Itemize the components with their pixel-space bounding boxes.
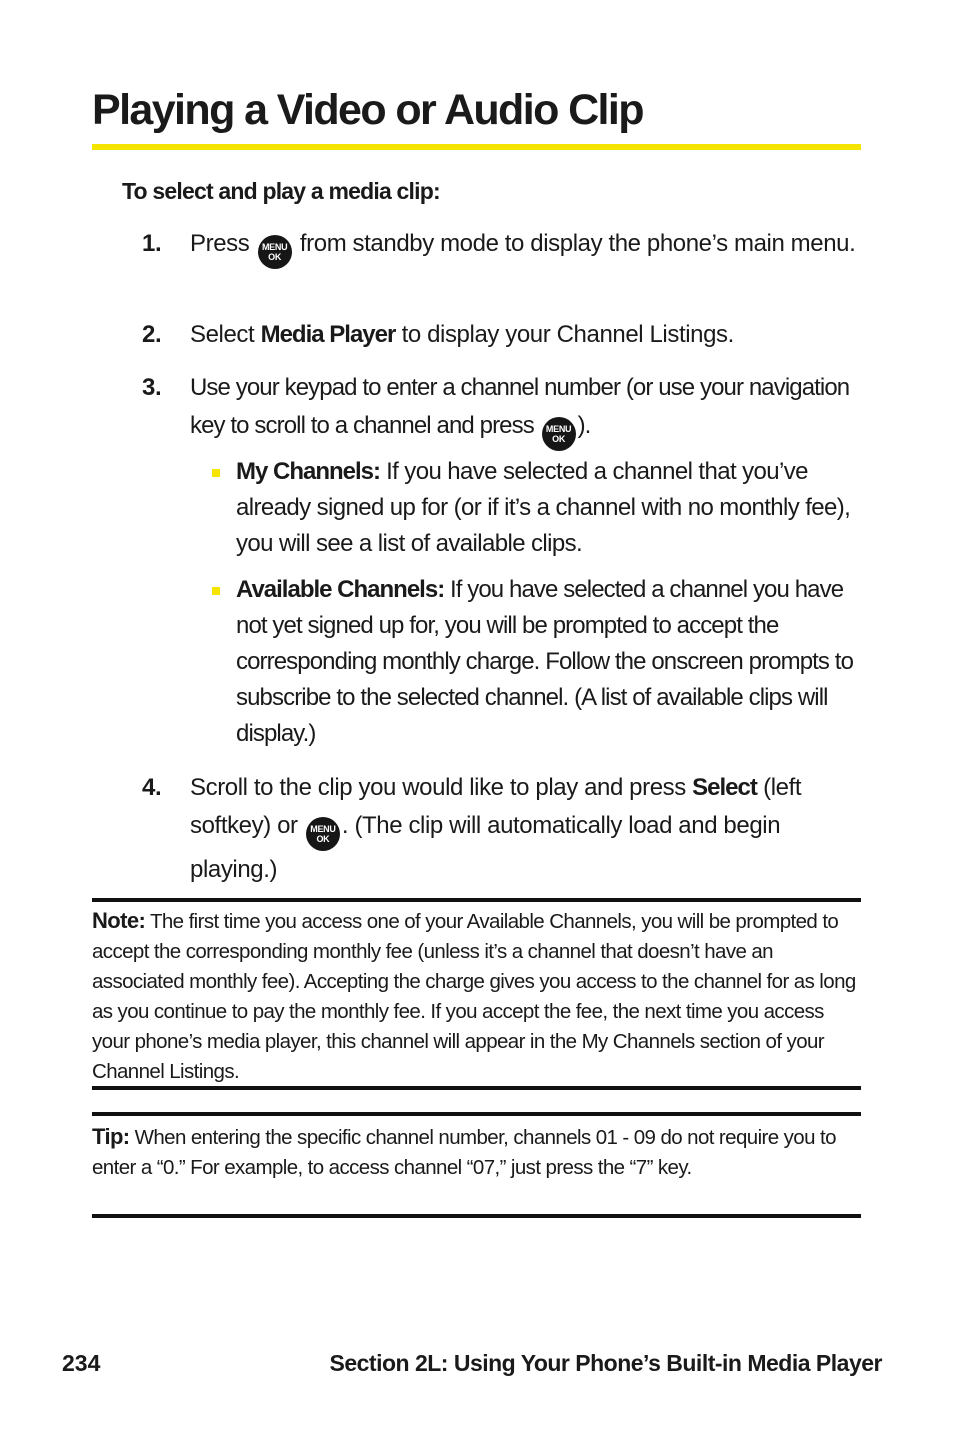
tip-box	[92, 1112, 861, 1218]
title-underline	[92, 144, 861, 150]
step-number: 4.	[142, 774, 162, 801]
step-text: Press MENU OK from standby mode to display the phone’s main menu.	[190, 225, 862, 269]
note-label: Note:	[92, 908, 146, 933]
step-text: Select Media Player to display your Channel Listings.	[190, 321, 734, 348]
menu-ok-key-icon: MENU OK	[258, 235, 292, 269]
step-number: 1.	[142, 230, 162, 257]
step-number: 3.	[142, 374, 162, 401]
intro-heading: To select and play a media clip:	[122, 178, 440, 204]
tip-label: Tip:	[92, 1124, 130, 1149]
note-text: Note: The first time you access one of your Available Channels, you will be prompted to accept the corresponding monthly fee (unless it’s a channel that doesn’t have an associated monthly fee). Accepting the charge gives you access to the channel for as long as you continue to pay the monthly fee. If you accept the fee, the next time you access your phone’s media player, this channel will appear in the My Channels section of your Channel Listings.	[92, 908, 856, 1083]
section-title: Section 2L: Using Your Phone’s Built-in Media Player	[329, 1350, 882, 1376]
step-1	[142, 225, 862, 269]
step-text: Use your keypad to enter a channel number (or use your navigation key to scroll to a channel and press MENU OK ).	[190, 369, 862, 451]
menu-ok-key-icon: MENU OK	[306, 817, 340, 851]
bullet-available-channels: Available Channels: If you have selected a channel you have not yet signed up for, you will be prompted to accept the corresponding monthly charge. Follow the onscreen prompts to subscribe to the selected channel. (A list of available clips will display.)	[212, 572, 862, 752]
page-number: 234	[62, 1350, 101, 1376]
step-3	[142, 369, 862, 451]
bullet-my-channels: My Channels: If you have selected a channel that you’ve already signed up for (or if it’s a channel with no monthly fee), you will see a list of available clips.	[212, 454, 862, 562]
page-title: Playing a Video or Audio Clip	[92, 86, 643, 134]
step-text: Scroll to the clip you would like to play and press Select (left softkey) or MENU OK . (The clip will automatically load and begin playing.)	[190, 774, 802, 883]
bullet-marker	[212, 469, 220, 477]
menu-ok-key-icon: MENU OK	[542, 417, 576, 451]
note-box	[92, 898, 861, 1090]
step-number: 2.	[142, 321, 162, 348]
bullet-marker	[212, 587, 220, 595]
tip-text: Tip: When entering the specific channel number, channels 01 - 09 do not require you to enter a “0.” For example, to access channel “07,” just press the “7” key.	[92, 1124, 836, 1179]
step-4	[142, 769, 862, 889]
step-2	[142, 316, 862, 354]
